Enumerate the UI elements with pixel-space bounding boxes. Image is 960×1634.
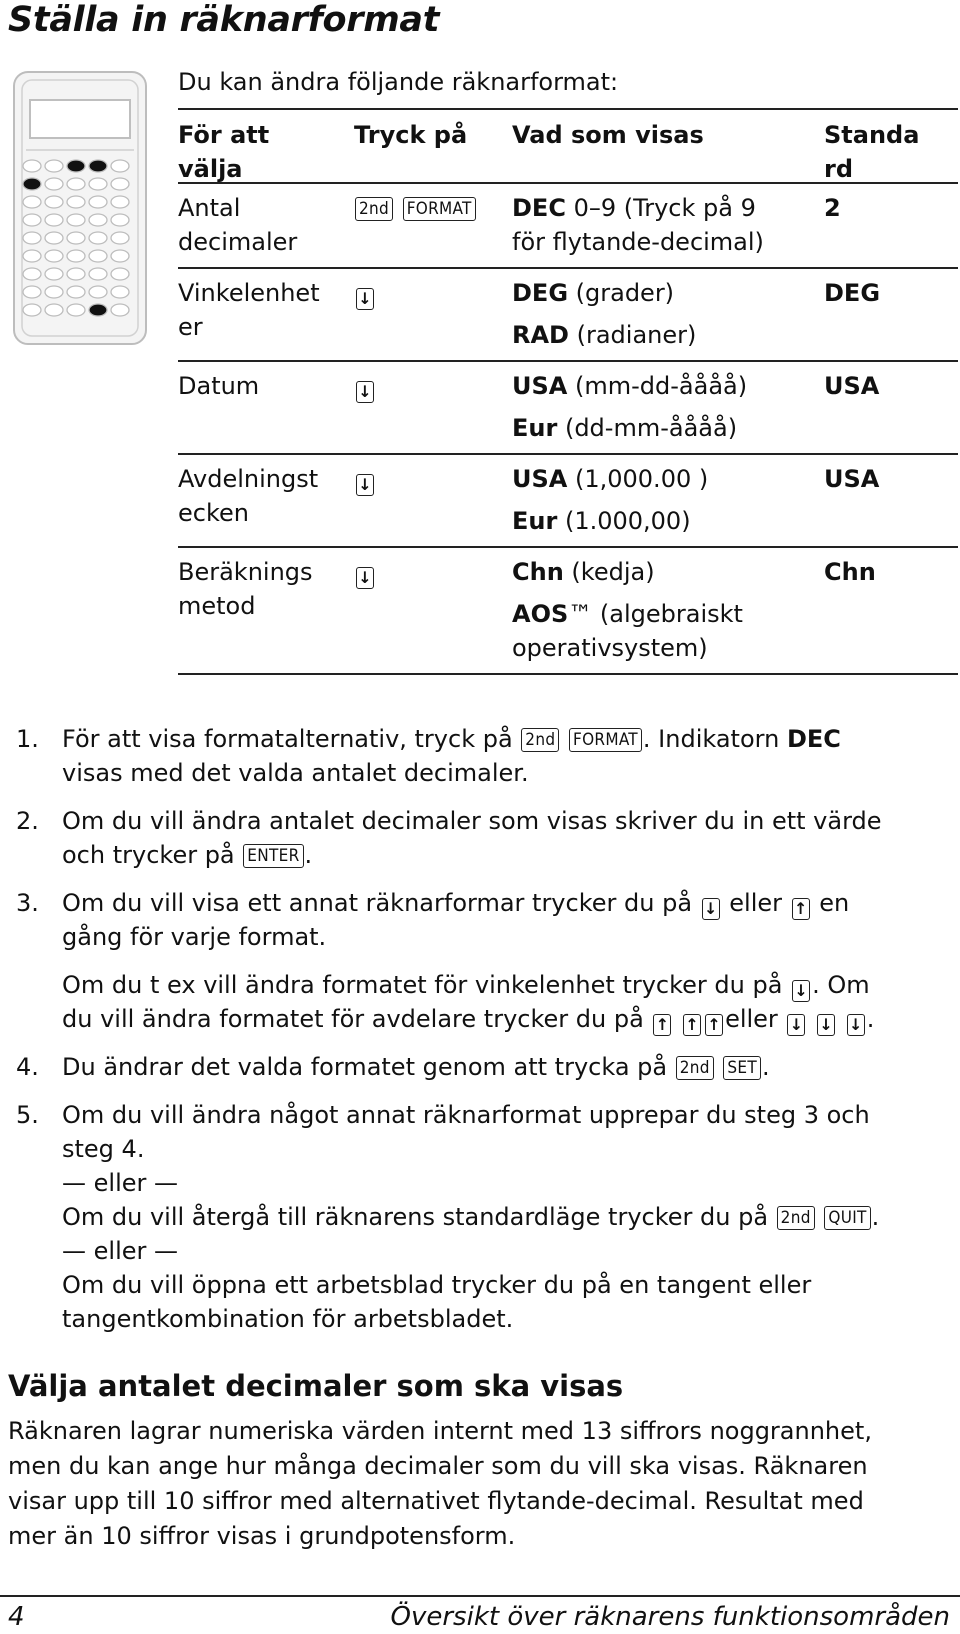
down-arrow-key-icon: ↓ [356,381,374,403]
2nd-key-icon: 2nd [355,197,393,221]
keypad-key [67,178,85,190]
down-arrow-key-icon: ↓ [356,567,374,589]
calculator-icon [12,70,148,346]
table-row: Avdelningst ecken ↓ USA (1,000.00 ) Eur (1.000,00) USA [178,455,958,548]
footer-divider [0,1595,960,1597]
down-arrow-key-icon: ↓ [356,288,374,310]
keypad-key [111,178,129,190]
2nd-key-icon: 2nd [521,728,559,752]
2nd-key-icon: 2nd [777,1206,815,1230]
keypad-key [111,304,129,316]
keypad-key [23,304,41,316]
keypad-key [89,286,107,298]
steps-list [16,722,946,1336]
down-arrow-key-icon: ↓ [702,898,720,920]
or-separator: — eller — [62,1237,178,1265]
header-default: Standa rd [824,121,920,183]
keypad-key [23,268,41,280]
default-value: USA [824,372,880,400]
keypad-key [23,214,41,226]
keypad-key [45,286,63,298]
enter-key-icon: ENTER [243,844,303,868]
keypad-key [23,286,41,298]
keypad-key [67,196,85,208]
chapter-title: Översikt över räknarens funktionsområden [390,1602,950,1632]
intro-text: Du kan ändra följande räknarformat: [178,68,619,96]
keypad-key [45,304,63,316]
step-3: 3. Om du vill visa ett annat räknarformar trycker du på ↓ eller ↑ en gång för varje format. Om du t ex vill ändra formatet för vinkelenhet trycker du på ↓ . Om du vill ändra formatet för avdelare trycker du på ↑ ↑ ↑ eller ↓ ↓ ↓ . [16,889,875,1034]
keypad-key [23,196,41,208]
keypad-key [111,268,129,280]
keypad-key [111,232,129,244]
table-row: Beräknings metod ↓ Chn (kedja) AOS™ (algebraiskt operativsystem) Chn [178,548,958,675]
keypad-key [89,268,107,280]
down-arrow-key-icon: ↓ [847,1014,865,1036]
keypad-key [45,178,63,190]
keypad-key [23,178,41,190]
page-title: Ställa in räknarformat [8,0,440,40]
keypad-key [67,232,85,244]
down-arrow-key-icon: ↓ [817,1014,835,1036]
header-press: Tryck på [354,121,468,149]
keypad-key [89,214,107,226]
default-value: DEG [824,279,881,307]
step-5: 5. Om du vill ändra något annat räknarformat upprepar du steg 3 och steg 4. — eller — Om du vill återgå till räknarens standardläge trycker du på 2nd QUIT . — eller — Om du vill öppna ett arbetsblad trycker du på en tangent eller tangentkombination för arbetsbladet. [16,1098,946,1336]
table-row: Antal decimaler 2nd FORMAT DEC 0–9 (Tryck på 9 för flytande-decimal) 2 [178,184,958,269]
section-paragraph: Räknaren lagrar numeriska värden internt med 13 siffrors noggrannhet, men du kan ange hur många decimaler som du vill ska visas. Räknaren visar upp till 10 siffror med alternativet flytande-decimal. Resultat med mer än 10 siffror visas i grundpotensform. [8,1417,872,1550]
keypad-key [45,250,63,262]
keypad-key [67,250,85,262]
keypad-key [45,196,63,208]
keypad-key [111,250,129,262]
keypad-key [89,250,107,262]
step-2: 2. Om du vill ändra antalet decimaler som visas skriver du in ett värde och trycker på ENTER . [16,807,882,869]
keypad-key [111,286,129,298]
default-value: USA [824,465,880,493]
keypad-key [67,286,85,298]
keypad-key [89,232,107,244]
format-key-icon: FORMAT [569,728,642,752]
keypad-key [45,214,63,226]
step-4: 4. Du ändrar det valda formatet genom att trycka på 2nd SET . [16,1053,770,1081]
keypad-key [89,178,107,190]
page-number: 4 [8,1602,25,1632]
keypad-key [67,160,85,172]
default-value: Chn [824,558,876,586]
keypad-key [67,214,85,226]
header-display: Vad som visas [512,121,704,149]
up-arrow-key-icon: ↑ [705,1014,723,1036]
or-separator: — eller — [62,1169,178,1197]
keypad-key [111,214,129,226]
up-arrow-key-icon: ↑ [653,1014,671,1036]
keypad-key [89,160,107,172]
keypad-key [111,196,129,208]
keypad-key [23,232,41,244]
quit-key-icon: QUIT [824,1206,870,1230]
keypad-key [67,304,85,316]
keypad-key [89,196,107,208]
format-key-icon: FORMAT [403,197,476,221]
section-heading: Välja antalet decimaler som ska visas [8,1369,624,1403]
up-arrow-key-icon: ↑ [792,898,810,920]
header-select: För att välja [178,121,270,183]
step-1: 1. För att visa formatalternativ, tryck på 2nd FORMAT . Indikatorn DEC visas med det valda antalet decimaler. [16,725,841,787]
keypad-key [67,268,85,280]
keypad-key [45,160,63,172]
keypad-key [23,250,41,262]
default-value: 2 [824,194,841,222]
table-header [178,108,958,184]
down-arrow-key-icon: ↓ [792,980,810,1002]
table-row: Datum ↓ USA (mm-dd-åååå) Eur (dd-mm-åååå) USA [178,362,958,455]
keypad-key [111,160,129,172]
keypad-key [45,268,63,280]
table-row: Vinkelenhet er ↓ DEG (grader) RAD (radianer) DEG [178,269,958,362]
set-key-icon: SET [723,1056,761,1080]
keypad-key [45,232,63,244]
2nd-key-icon: 2nd [676,1056,714,1080]
keypad-key [23,160,41,172]
up-arrow-key-icon: ↑ [683,1014,701,1036]
down-arrow-key-icon: ↓ [787,1014,805,1036]
format-table [178,108,958,675]
down-arrow-key-icon: ↓ [356,474,374,496]
keypad-key [89,304,107,316]
